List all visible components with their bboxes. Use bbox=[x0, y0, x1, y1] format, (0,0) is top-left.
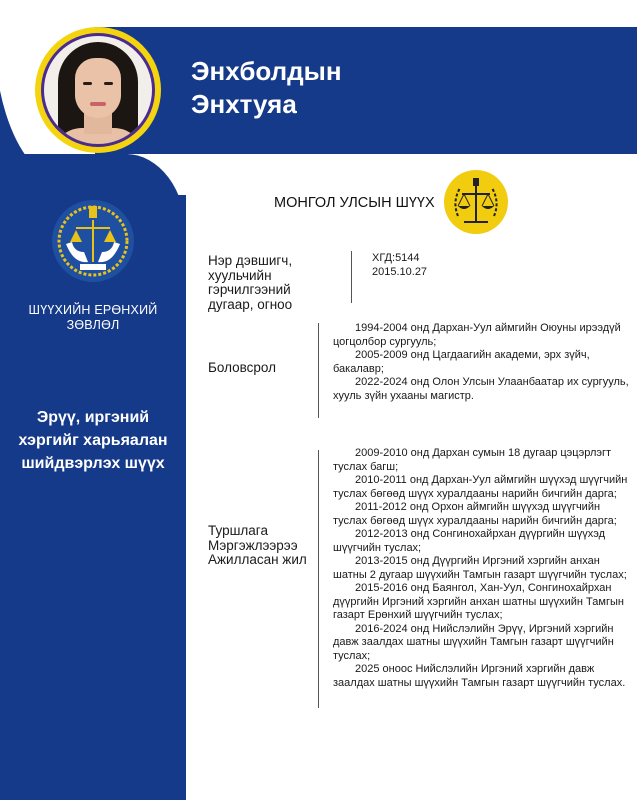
header-banner bbox=[95, 27, 637, 154]
court-type bbox=[0, 406, 186, 475]
experience-item: 2012-2013 онд Сонгинохайрхан дүүргийн шүүхэд шүүгчийн туслах; bbox=[333, 528, 606, 554]
profile-photo bbox=[44, 36, 152, 144]
candidate-surname: Энхболдын bbox=[191, 56, 342, 86]
photo-border bbox=[41, 33, 155, 147]
education-item: 2022-2024 онд Олон Улсын Улаанбаатар их сургууль, хууль зүйн ухааны магистр. bbox=[333, 376, 629, 402]
education-item: 2005-2009 онд Цагдаагийн академи, эрх зүйч, бакалавр; bbox=[333, 349, 590, 375]
education-label: Боловсрол bbox=[208, 360, 276, 375]
photo-eye bbox=[104, 82, 113, 85]
nomination-values bbox=[372, 252, 427, 279]
experience-label bbox=[208, 524, 307, 568]
section-divider bbox=[318, 450, 319, 708]
photo-eye bbox=[83, 82, 92, 85]
court-title: МОНГОЛ УЛСЫН ШҮҮХ bbox=[274, 195, 435, 211]
nomination-label: Нэр дэвшигч, хуульчийн гэрчилгээний дугаар, огноо bbox=[208, 253, 293, 312]
experience-item: 2010-2011 онд Дархан-Уул аймгийн шүүхэд шүүгчийн туслах бөгөөд шүүх хуралдааны нарийн бичгийн дарга; bbox=[333, 474, 628, 500]
experience-item: 2015-2016 онд Баянгол, Хан-Уул, Сонгинохайрхан дүүргийн Иргэний хэргийн анхан шатны шүүхийн Тамгын газарт Ерөнхий шүүгчийн туслах; bbox=[333, 582, 624, 621]
photo-face bbox=[75, 58, 121, 118]
candidate-name bbox=[191, 55, 342, 121]
education-item: 1994-2004 онд Дархан-Уул аймгийн Оюуны ирээдүй цогцолбор сургууль; bbox=[333, 322, 621, 348]
experience-item: 2025 оноос Нийслэлийн Иргэний хэргийн давж заалдах шатны шүүхийн Тамгын газарт шүүгчийн туслах. bbox=[333, 663, 626, 689]
experience-label-line: Мэргэжлээрээ bbox=[208, 537, 298, 553]
experience-label-line: Туршлага bbox=[208, 523, 268, 538]
profile-photo-frame bbox=[35, 27, 161, 153]
experience-item: 2009-2010 онд Дархан сумын 18 дугаар цэцэрлэгт туслах багш; bbox=[333, 447, 612, 473]
court-type-line: хэргийг харьяалан bbox=[18, 432, 168, 449]
council-name-line: ШҮҮХИЙН ЕРӨНХИЙ bbox=[28, 303, 158, 317]
license-number: ХГД:5144 bbox=[372, 252, 420, 264]
experience-item: 2016-2024 онд Нийслэлийн Эрүү, Иргэний хэргийн давж заалдах шатны шүүхийн Тамгын газарт шүүгчийн туслах; bbox=[333, 622, 614, 662]
section-divider bbox=[318, 323, 319, 418]
section-divider bbox=[351, 251, 352, 303]
candidate-given-name: Энхтуяа bbox=[191, 89, 297, 119]
council-name-line: ЗӨВЛӨЛ bbox=[66, 318, 120, 332]
judicial-council-name bbox=[0, 303, 186, 333]
photo-lips bbox=[90, 102, 106, 106]
experience-label-line: Ажилласан жил bbox=[208, 552, 307, 567]
experience-item: 2013-2015 онд Дүүргийн Иргэний хэргийн анхан шатны 2 дугаар шүүхийн Тамгын газарт шүүгчийн туслах; bbox=[333, 555, 627, 581]
court-emblem-icon bbox=[444, 170, 508, 234]
court-type-line: Эрүү, иргэний bbox=[36, 409, 150, 426]
court-type-line: шийдвэрлэх шүүх bbox=[21, 455, 165, 472]
experience-list bbox=[333, 447, 633, 690]
experience-item: 2011-2012 онд Орхон аймгийн шүүхэд шүүгчийн туслах бөгөөд шүүх хуралдааны нарийн бичгийн дарга; bbox=[333, 501, 617, 527]
license-date: 2015.10.27 bbox=[372, 265, 428, 278]
education-list bbox=[333, 322, 631, 403]
judicial-council-emblem-icon bbox=[52, 200, 134, 282]
